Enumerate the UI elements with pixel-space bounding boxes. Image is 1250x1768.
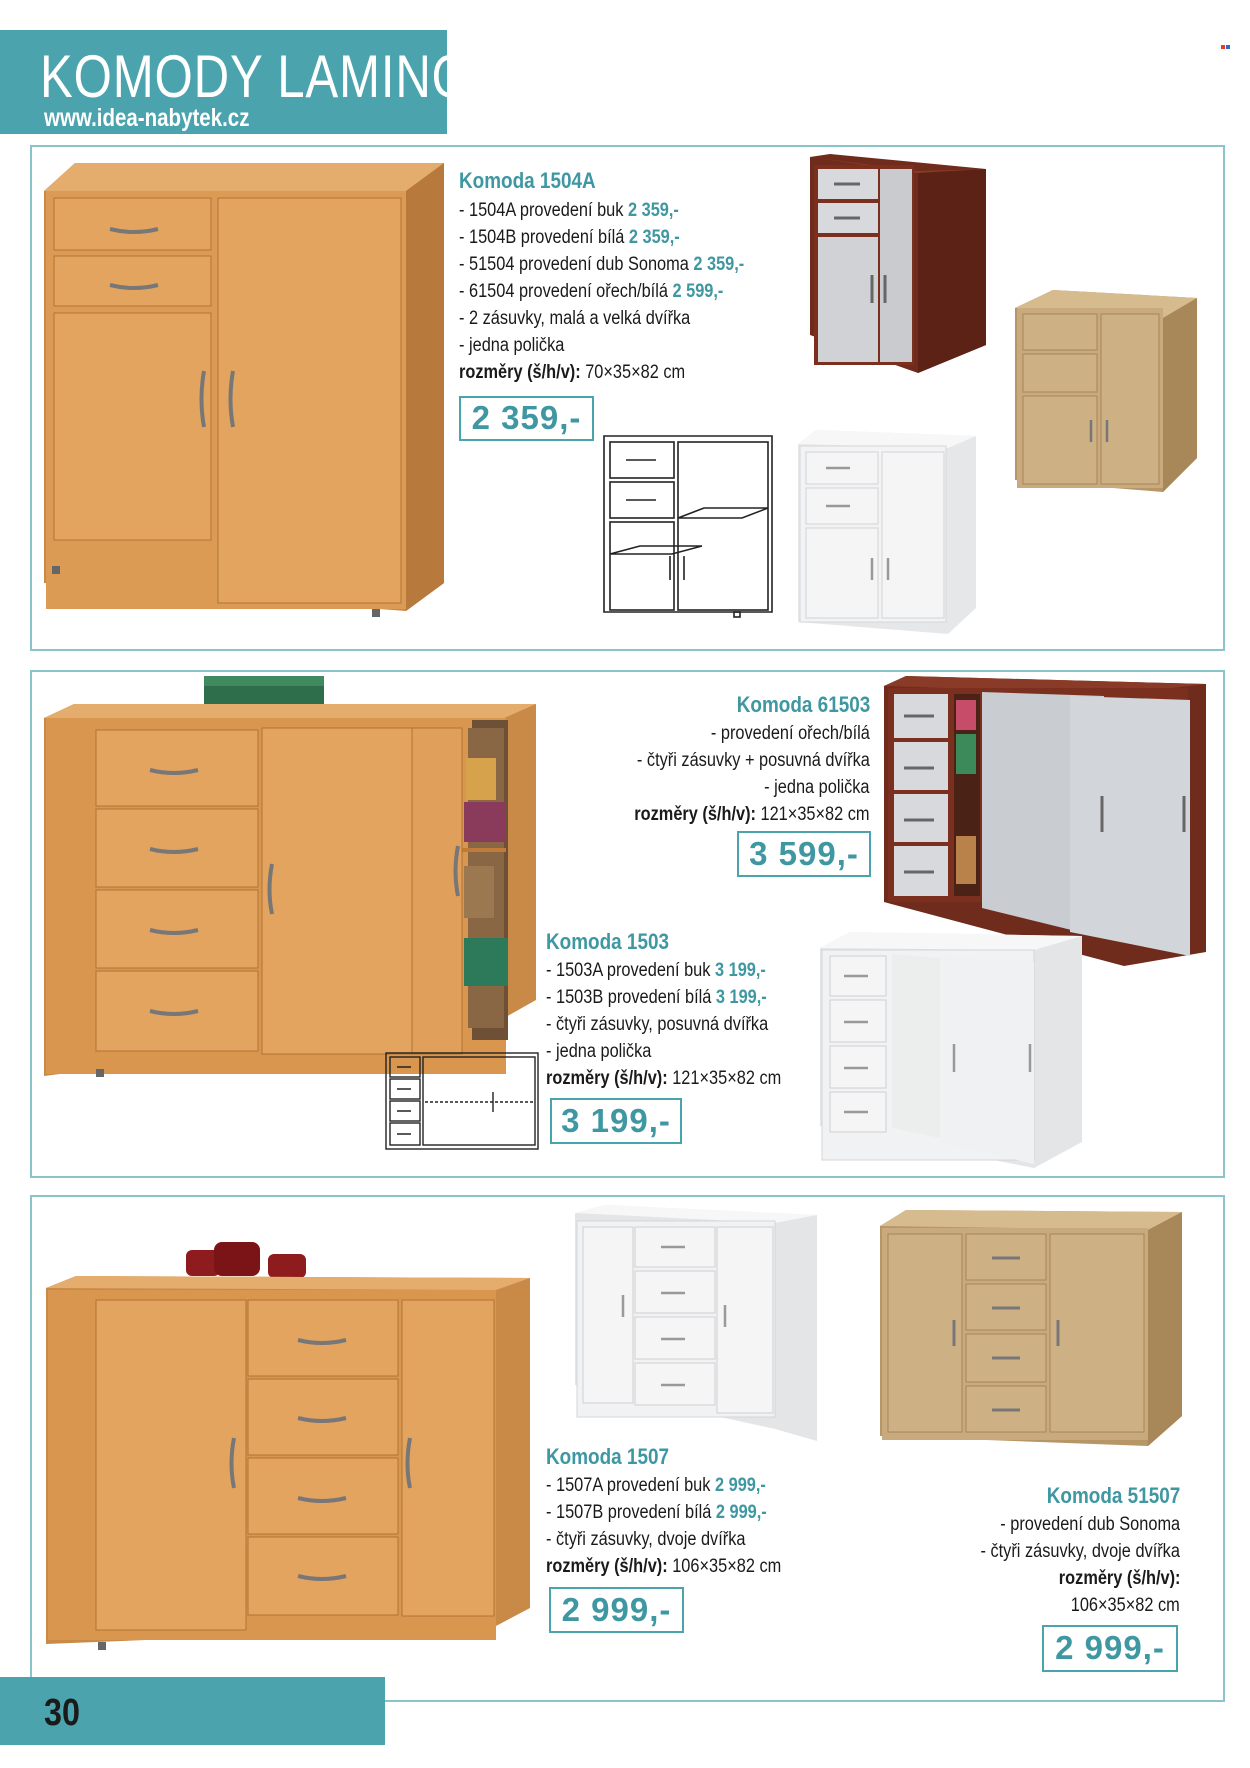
spec-line: - 1503A provedení buk 3 199,- (546, 960, 766, 981)
dimensions-line: rozměry (š/h/v): 121×35×82 cm (546, 1068, 782, 1089)
spec-line: - 2 zásuvky, malá a velká dvířka (459, 308, 691, 329)
website-url[interactable]: www.idea-nabytek.cz (44, 104, 250, 132)
dimensions-line: rozměry (š/h/v): 106×35×82 cm (546, 1556, 782, 1577)
spec-line: - 1507A provedení buk 2 999,- (546, 1475, 766, 1496)
spec-line: - jedna polička (546, 1041, 652, 1062)
komoda-1504b-white-image (798, 430, 978, 640)
spec-line: - čtyři zásuvky, dvoje dvířka (980, 1541, 1180, 1562)
price-box-1507: 2 999,- (549, 1587, 684, 1633)
spec-line: - čtyři zásuvky, posuvná dvířka (546, 1014, 769, 1035)
spec-line: - jedna polička (764, 777, 870, 798)
spec-line: - 1504B provedení bílá 2 359,- (459, 227, 680, 248)
spec-line: - 51504 provedení dub Sonoma 2 359,- (459, 254, 745, 275)
spec-line: - čtyři zásuvky, dvoje dvířka (546, 1529, 746, 1550)
spec-line: - 1503B provedení bílá 3 199,- (546, 987, 767, 1008)
price-box-61503: 3 599,- (737, 831, 871, 877)
price-box-51507: 2 999,- (1042, 1625, 1178, 1672)
product-title-1504a: Komoda 1504A (459, 168, 596, 193)
spec-line: - provedení ořech/bílá (711, 723, 870, 744)
dimensions-value: 106×35×82 cm (1070, 1595, 1180, 1616)
dimensions-line: rozměry (š/h/v): 121×35×82 cm (634, 804, 870, 825)
spec-line: - čtyři zásuvky + posuvná dvířka (637, 750, 870, 771)
komoda-1507-beech-image (46, 1248, 534, 1651)
price-box-1504a: 2 359,- (459, 396, 594, 441)
product-title-51507: Komoda 51507 (1046, 1483, 1180, 1508)
spec-line: - 1507B provedení bílá 2 999,- (546, 1502, 767, 1523)
color-mark-icon (1221, 36, 1233, 42)
spec-line: - provedení dub Sonoma (1000, 1514, 1180, 1535)
page-number: 30 (44, 1692, 80, 1734)
spec-line: - jedna polička (459, 335, 565, 356)
komoda-61504-walnut-image (810, 157, 990, 375)
komoda-1504a-beech-image (44, 163, 446, 618)
dimensions-label: rozměry (š/h/v): (1058, 1568, 1180, 1589)
spec-line: - 1504A provedení buk 2 359,- (459, 200, 679, 221)
komoda-61503-walnut-image (884, 676, 1208, 966)
komoda-1503-line-drawing (385, 1052, 543, 1156)
komoda-1503b-white-image (820, 932, 1085, 1170)
product-title-1503: Komoda 1503 (546, 929, 670, 954)
product-title-1507: Komoda 1507 (546, 1444, 670, 1469)
komoda-51507-sonoma-image (880, 1210, 1184, 1446)
page-title: KOMODY LAMINO (40, 43, 471, 110)
product-title-61503: Komoda 61503 (736, 692, 870, 717)
spec-line: - 61504 provedení ořech/bílá 2 599,- (459, 281, 724, 302)
komoda-1507b-white-image (575, 1205, 819, 1441)
price-box-1503: 3 199,- (550, 1098, 682, 1144)
komoda-51504-sonoma-image (1015, 290, 1198, 497)
dimensions-line: rozměry (š/h/v): 70×35×82 cm (459, 362, 686, 383)
komoda-1503-beech-image (44, 676, 538, 1081)
komoda-1504-line-drawing (604, 436, 776, 619)
